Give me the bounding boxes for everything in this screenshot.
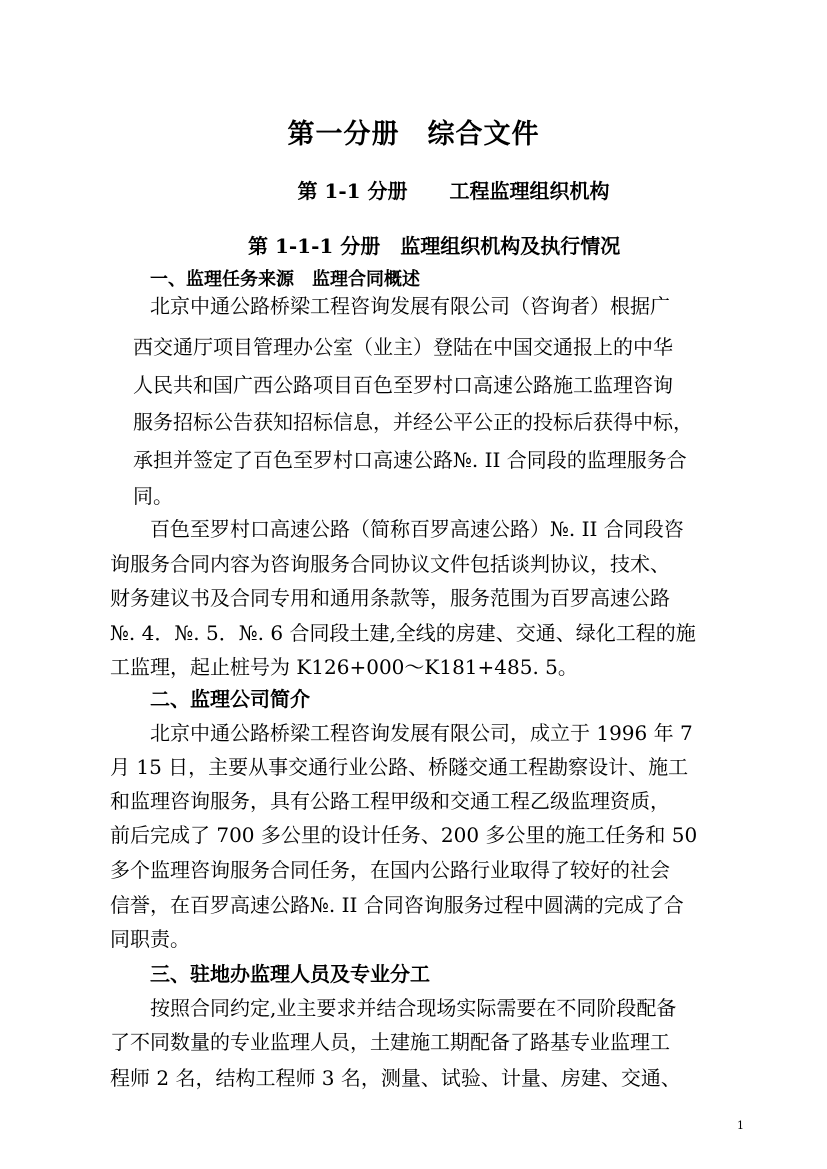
paragraph-1-line: 服务招标公告获知招标信息，并经公平公正的投标后获得中标， [133,410,693,434]
subtitle1-part2: 工程监理组织机构 [449,179,610,203]
paragraph-1-line: 承担并签定了百色至罗村口高速公路№. II 合同段的监理服务合 [133,448,687,472]
title-part2: 综合文件 [427,119,540,150]
subtitle-volume [40,175,827,204]
section-heading-3: 三、驻地办监理人员及专业分工 [150,962,430,986]
paragraph-1-line: 人民共和国广西公路项目百色至罗村口高速公路施工监理咨询 [133,373,673,397]
paragraph-3-line: 信誉，在百罗高速公路№. II 合同咨询服务过程中圆满的完成了合 [110,893,684,917]
paragraph-2-line: 财务建议书及合同专用和通用条款等，服务范围为百罗高速公路 [110,586,670,610]
paragraph-1-line: 同。 [133,484,173,508]
paragraph-1-line: 西交通厅项目管理办公室（业主）登陆在中国交通报上的中华 [133,335,673,359]
paragraph-1-line: 北京中通公路桥梁工程咨询发展有限公司（咨询者）根据广 [150,294,670,318]
paragraph-2-line: 询服务合同内容为咨询服务合同协议文件包括谈判协议，技术、 [110,552,670,576]
paragraph-3-line: 多个监理咨询服务合同任务，在国内公路行业取得了较好的社会 [110,858,670,882]
paragraph-4-line: 按照合同约定,业主要求并结合现场实际需要在不同阶段配备 [150,996,677,1020]
paragraph-3-line: 和监理咨询服务，具有公路工程甲级和交通工程乙级监理资质， [110,789,670,813]
subtitle-subvolume [248,230,620,259]
subtitle2-part2: 监理组织机构及执行情况 [400,234,621,258]
page-number: 1 [737,1119,744,1132]
paragraph-2-line: №. 4．№. 5．№. 6 合同段土建,全线的房建、交通、绿化工程的施 [110,621,696,645]
paragraph-4-line: 了不同数量的专业监理人员，土建施工期配备了路基专业监理工 [110,1030,670,1054]
subtitle1-part1: 第 1-1 分册 [297,179,408,203]
section-heading-1 [150,265,420,291]
title-part1: 第一分册 [287,119,400,150]
section1-part1: 一、监理任务来源 [150,269,294,290]
paragraph-3-line: 月 15 日，主要从事交通行业公路、桥隧交通工程勘察设计、施工 [110,755,689,779]
paragraph-3-line: 同职责。 [110,927,190,951]
paragraph-3-line: 北京中通公路桥梁工程咨询发展有限公司，成立于 1996 年 7 [150,721,693,745]
paragraph-4-line: 程师 2 名，结构工程师 3 名，测量、试验、计量、房建、交通、 [110,1066,681,1090]
paragraph-2-line: 百色至罗村口高速公路（简称百罗高速公路）№. II 合同段咨 [150,517,684,541]
subtitle2-part1: 第 1-1-1 分册 [248,234,381,258]
paragraph-3-line: 前后完成了 700 多公里的设计任务、200 多公里的施工任务和 50 [110,823,698,847]
section1-part2: 监理合同概述 [312,269,420,290]
section-heading-2: 二、监理公司简介 [150,687,310,711]
paragraph-2-line: 工监理，起止桩号为 K126+000～K181+485. 5。 [110,655,578,679]
document-title [0,112,827,151]
